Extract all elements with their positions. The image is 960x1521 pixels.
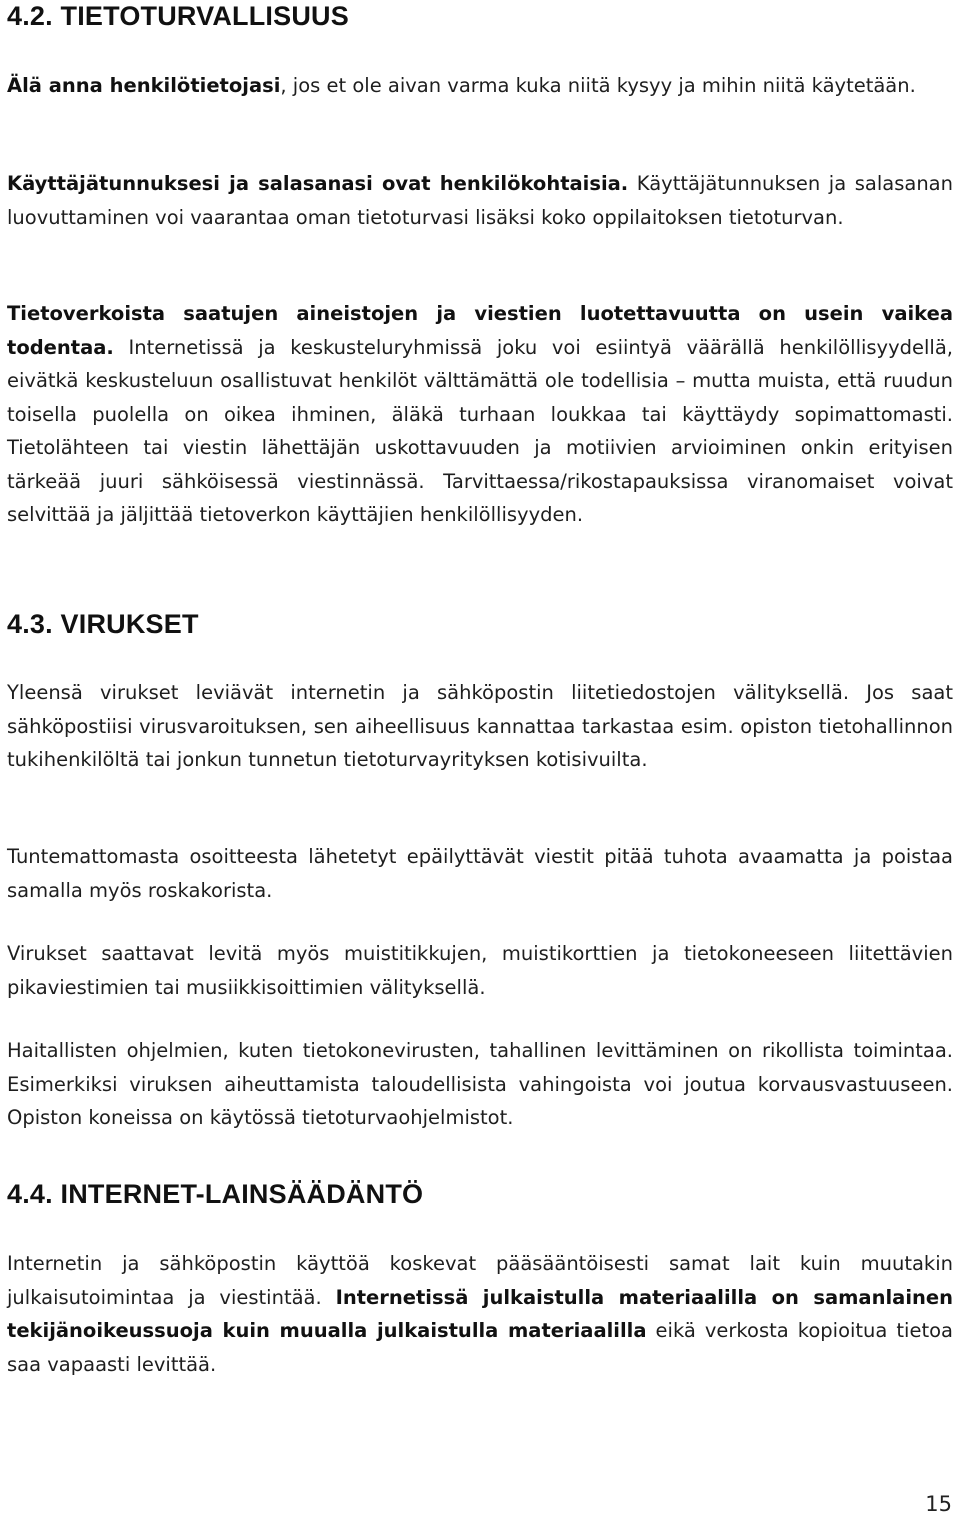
- paragraph-text: Käyttäjätunnuksen ja salasanan luovuttaminen voi vaarantaa oman tietoturvasi lisäksi koko oppilaitoksen tietoturvan.: [7, 172, 953, 229]
- paragraph-bold-lead: Käyttäjätunnuksesi ja salasanasi ovat henkilökohtaisia.: [7, 172, 629, 195]
- paragraph-tekijanoikeus: [7, 1247, 953, 1381]
- page-number: 15: [925, 1492, 952, 1516]
- paragraph-text-tail: eikä verkosta kopioitua tietoa saa vapaasti levittää.: [7, 1319, 953, 1376]
- paragraph-bold-lead: Älä anna henkilötietojasi: [7, 74, 281, 97]
- section-heading-internet-lainsaadanto: 4.4. INTERNET-LAINSÄÄDÄNTÖ: [7, 1179, 424, 1209]
- section-heading-tietoturvallisuus: 4.2. TIETOTURVALLISUUS: [7, 1, 349, 31]
- paragraph-text: Internetissä ja keskusteluryhmissä joku voi esiintyä väärällä henkilöllisyydellä, eivätkä keskusteluun osallistuvat henkilöt välttämättä ole todellisia – mutta muista, että ruudun toisella puolella on oikea ihminen, äläkä turhaan loukkaa tai käyttäydy sopimattomasti. Tietolähteen tai viestin lähettäjän uskottavuuden ja motiivien arvioiminen onkin erityisen tärkeää juuri sähköisessä viestinnässä. Tarvittaessa/rikostapauksissa viranomaiset voivat selvittää ja jäljittää tietoverkon käyttäjien henkilöllisyyden.: [7, 335, 953, 526]
- paragraph-bold-lead: Tietoverkoista saatujen aineistojen ja viestien luotettavuutta on usein vaikea todentaa.: [7, 302, 953, 359]
- paragraph-haitalliset-ohjelmat: Haitallisten ohjelmien, kuten tietokonevirusten, tahallinen levittäminen on rikollista toimintaa. Esimerkiksi viruksen aiheuttamista taloudellisista vahingoista voi joutua korvausvastuuseen. Opiston koneissa on käytössä tietoturvaohjelmistot.: [7, 1039, 953, 1129]
- paragraph-bold-emphasis: Internetissä julkaistulla materiaalilla on samanlainen tekijänoikeussuoja kuin muualla julkaistulla materiaalilla: [7, 1285, 953, 1342]
- paragraph-kayttajatunnukset: [7, 167, 953, 234]
- section-heading-virukset: 4.3. VIRUKSET: [7, 609, 199, 639]
- paragraph-text: , jos et ole aivan varma kuka niitä kysyy ja mihin niitä käytetään.: [280, 74, 916, 97]
- paragraph-henkilotiedot: [7, 69, 953, 103]
- paragraph-muistitikut: Virukset saattavat levitä myös muistitikkujen, muistikorttien ja tietokoneeseen liitettävien pikaviestimien tai musiikkisoittimien välityksellä.: [7, 942, 953, 999]
- paragraph-virusvaroitus: Yleensä virukset leviävät internetin ja sähköpostin liitetiedostojen välityksellä. Jos saat sähköpostiisi virusvaroituksen, sen aiheellisuus kannattaa tarkastaa esim. opiston tietohallinnon tukihenkilöltä tai jonkun tunnetun tietoturvayrityksen kotisivuilta.: [7, 681, 953, 771]
- paragraph-text: Internetin ja sähköpostin käyttöä koskevat pääsääntöisesti samat lait kuin muutakin julkaisutoimintaa ja viestintää.: [7, 1252, 953, 1309]
- paragraph-luotettavuus: [7, 297, 953, 532]
- paragraph-tuntemattomat-viestit: Tuntemattomasta osoitteesta lähetetyt epäilyttävät viestit pitää tuhota avaamatta ja poistaa samalla myös roskakorista.: [7, 845, 953, 902]
